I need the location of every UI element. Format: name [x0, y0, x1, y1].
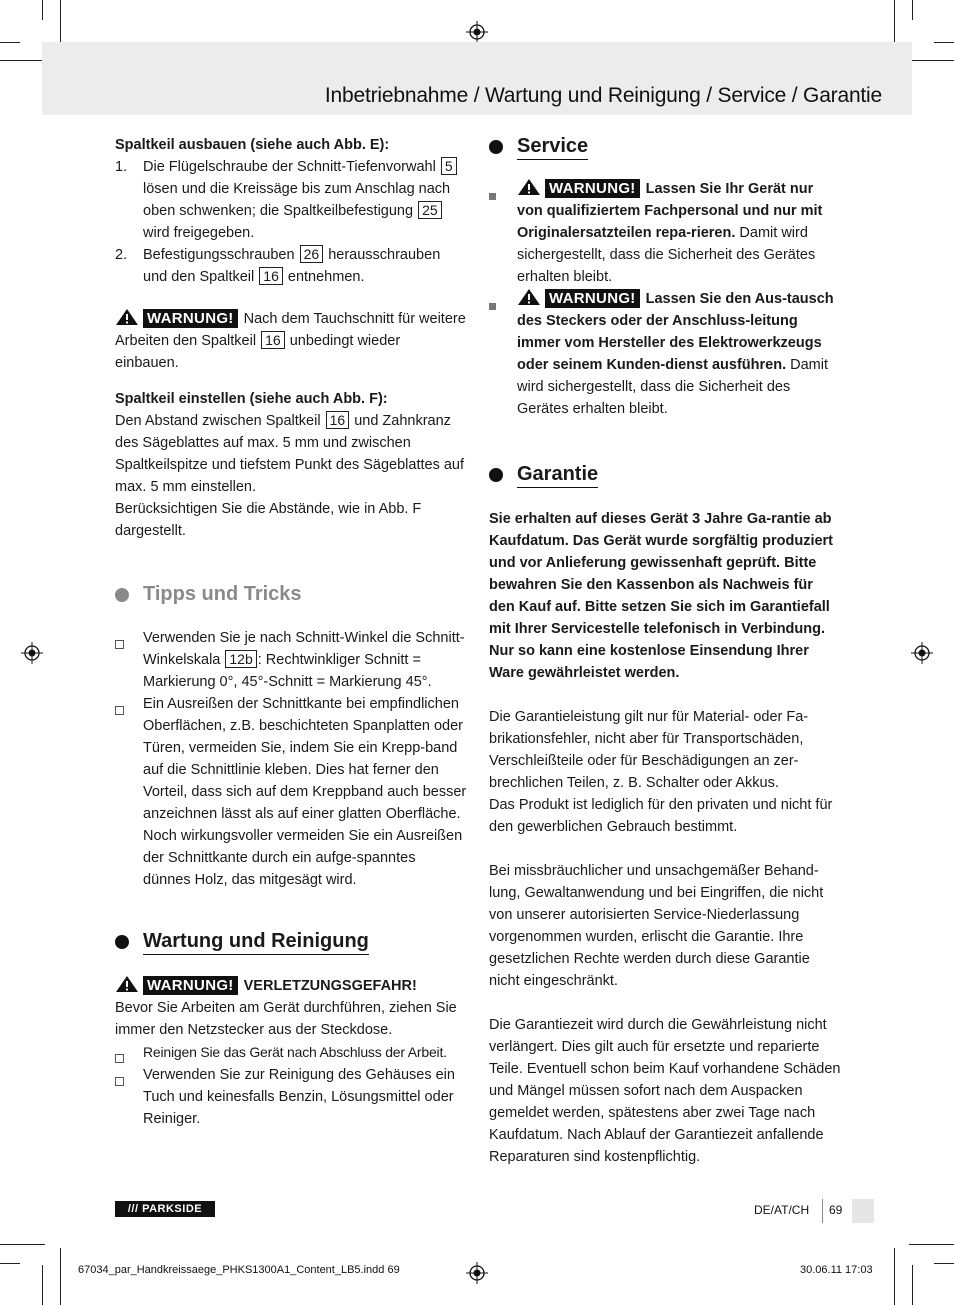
registration-mark-icon — [21, 642, 43, 664]
list-text: Damit wird sichergestellt, dass die Sicherheit des Gerätes erhalten bleibt. — [517, 225, 816, 285]
section-title: Wartung und Reinigung — [143, 929, 369, 955]
warning-triangle-icon — [115, 975, 139, 993]
part-reference: 5 — [441, 157, 457, 175]
warning-triangle-icon — [517, 288, 541, 306]
step-text: Die Flügelschraube der Schnitt-Tiefenvorwahl — [143, 159, 436, 175]
service-list — [489, 178, 841, 420]
left-column — [115, 134, 467, 1130]
step-number: 1. — [115, 159, 128, 175]
list-item — [115, 1064, 467, 1130]
paragraph: Bei missbräuchlicher und unsachgemäßer Behand-lung, Gewaltanwendung und bei Eingriffen, die nicht von unserer autorisierten Service-Niederlassung vorgenommen wurden, erlischt die Garantie. Ihre gesetzlichen Rechte werden durch diese Garantie nicht eingeschränkt. — [489, 863, 824, 989]
crop-mark — [912, 0, 913, 20]
wartung-section-heading — [115, 929, 467, 955]
garantie-section-heading — [489, 462, 841, 488]
paragraph-text: und Zahnkranz des Sägeblattes auf max. 5 mm und zwischen Spaltkeilspitze und tiefstem Punkt des Sägeblattes auf max. 5 mm einstellen. — [115, 413, 465, 495]
warning-text: Lassen Sie Ihr Gerät nur von qualifiziertem Fachpersonal und nur mit Originalersatzteilen repa-rieren. — [517, 181, 823, 241]
warning-paragraph — [115, 308, 467, 374]
crop-mark — [909, 60, 954, 61]
paragraph: Die Garantieleistung gilt nur für Material- oder Fa-brikationsfehler, nicht aber für Transportschäden, Verschleißteile oder für Beschädigungen an zer-brechlichen Teilen, z. B. Schalter oder Akkus. — [489, 709, 809, 791]
warning-paragraph — [115, 975, 467, 997]
crop-mark — [934, 1263, 954, 1264]
step-number: 2. — [115, 247, 128, 263]
warning-triangle-icon — [115, 308, 139, 326]
spaltkeil-einstellen-heading: Spaltkeil einstellen (siehe auch Abb. F): — [115, 391, 388, 407]
crop-mark — [912, 1265, 913, 1305]
part-reference: 26 — [300, 245, 324, 263]
page-title: Inbetriebnahme / Wartung und Reinigung / Service / Garantie — [324, 84, 882, 107]
step-text: wird freigegeben. — [143, 225, 255, 241]
list-item — [115, 693, 467, 891]
crop-mark — [60, 1248, 61, 1305]
footer-tab — [852, 1199, 874, 1223]
warning-text: unbedingt wieder einbauen. — [115, 333, 401, 371]
crop-mark — [0, 1244, 45, 1245]
service-section-heading — [489, 134, 841, 160]
paragraph: Bevor Sie Arbeiten am Gerät durchführen, ziehen Sie immer den Netzstecker aus der Steckdose. — [115, 1000, 457, 1038]
section-title: Tipps und Tricks — [143, 583, 302, 605]
crop-mark — [0, 42, 20, 43]
warning-label: WARNUNG! — [545, 289, 640, 308]
wartung-list — [115, 1041, 467, 1130]
paragraph-text: Den Abstand zwischen Spaltkeil — [115, 413, 321, 429]
warning-label: WARNUNG! — [143, 309, 238, 328]
warning-label: WARNUNG! — [143, 976, 238, 995]
list-item — [115, 156, 467, 244]
part-reference: 25 — [418, 201, 442, 219]
tipps-list — [115, 627, 467, 891]
warning-label: WARNUNG! — [545, 179, 640, 198]
crop-mark — [60, 0, 61, 45]
registration-mark-icon — [466, 1262, 488, 1284]
step-text: lösen und die Kreissäge bis zum Anschlag nach oben schwenken; die Spaltkeilbefestigung — [143, 181, 451, 219]
list-item — [489, 178, 841, 288]
list-item — [115, 1041, 467, 1064]
section-title: Garantie — [517, 462, 598, 488]
language-code: DE/AT/CH — [754, 1203, 810, 1217]
checkbox-square-icon — [115, 634, 124, 656]
part-reference: 16 — [259, 267, 283, 285]
list-text: Ein Ausreißen der Schnittkante bei empfindlichen Oberflächen, z.B. beschichteten Spanplatten oder Türen, vermeiden Sie, indem Sie ein Krepp-band auf die Schnittlinie kleben. Dies hat ferner den Vorteil, dass sich auf dem Kreppband auch besser anzeichnen lässt als auf einer glatten Oberfläche. Noch wirkungsvoller vermeiden Sie ein Ausreißen der Schnittkante durch ein aufge-spanntes dünnes Holz, das mitgesägt wird. — [143, 696, 467, 888]
print-slug-filename: 67034_par_Handkreissaege_PHKS1300A1_Content_LB5.indd 69 — [78, 1264, 400, 1276]
list-item — [115, 244, 467, 288]
paragraph: Das Produkt ist lediglich für den privaten und nicht für den gewerblichen Gebrauch bestimmt. — [489, 797, 833, 835]
paragraph — [115, 410, 467, 498]
list-text: Reinigen Sie das Gerät nach Abschluss der Arbeit. — [143, 1044, 447, 1060]
spaltkeil-ausbauen-steps — [115, 156, 467, 288]
bullet-dot-icon — [489, 140, 503, 154]
part-reference: 12b — [225, 650, 256, 668]
checkbox-square-icon — [115, 700, 124, 722]
crop-mark — [894, 0, 895, 45]
section-title: Service — [517, 134, 588, 160]
step-text: Befestigungsschrauben — [143, 247, 295, 263]
list-text: : Rechtwinkliger Schnitt = Markierung 0°, 45°-Schnitt = Markierung 45°. — [143, 652, 432, 690]
square-bullet-icon — [489, 185, 496, 207]
parkside-logo: /// PARKSIDE — [115, 1201, 215, 1217]
list-item — [115, 627, 467, 693]
warning-text: VERLETZUNGSGEFAHR! — [243, 978, 417, 994]
checkbox-square-icon — [115, 1071, 124, 1093]
list-item — [489, 288, 841, 420]
crop-mark — [909, 1244, 954, 1245]
part-reference: 16 — [326, 411, 350, 429]
step-text: entnehmen. — [287, 269, 365, 285]
footer-divider — [822, 1199, 823, 1223]
bullet-dot-icon — [115, 935, 129, 949]
crop-mark — [894, 1248, 895, 1305]
step-text: herausschrauben und den Spaltkeil — [143, 247, 441, 285]
tipps-section-heading — [115, 582, 467, 607]
part-reference: 16 — [261, 331, 285, 349]
crop-mark — [0, 60, 45, 61]
list-text: Verwenden Sie je nach Schnitt-Winkel die Schnitt-Winkelskala — [143, 630, 465, 668]
right-column — [489, 134, 841, 1168]
paragraph: Berücksichtigen Sie die Abstände, wie in Abb. F dargestellt. — [115, 501, 422, 539]
registration-mark-icon — [466, 21, 488, 43]
square-bullet-icon — [489, 295, 496, 317]
warning-triangle-icon — [517, 178, 541, 196]
warning-text: Lassen Sie den Aus-tausch des Steckers oder der Anschluss-leitung immer vom Hersteller des Elektrowerkzeugs oder seinem Kunden-dienst ausführen. — [517, 291, 834, 373]
page-number: 69 — [829, 1203, 843, 1217]
crop-mark — [42, 1265, 43, 1305]
registration-mark-icon — [911, 642, 933, 664]
garantie-bold-paragraph: Sie erhalten auf dieses Gerät 3 Jahre Ga-rantie ab Kaufdatum. Das Gerät wurde sorgfältig produziert und vor Anlieferung gewissenhaft geprüft. Bitte bewahren Sie den Kassenbon als Nachweis für den Kauf auf. Bitte setzen Sie sich im Garantiefall mit Ihrer Servicestelle telefonisch in Verbindung. Nur so kann eine kostenlose Einsendung Ihrer Ware gewährleistet werden. — [489, 511, 834, 681]
print-slug-date: 30.06.11 17:03 — [800, 1264, 873, 1276]
crop-mark — [42, 0, 43, 20]
spaltkeil-ausbauen-heading: Spaltkeil ausbauen (siehe auch Abb. E): — [115, 137, 390, 153]
crop-mark — [0, 1263, 20, 1264]
warning-text: Nach dem Tauchschnitt für weitere Arbeiten den Spaltkeil — [115, 311, 466, 349]
list-text: Verwenden Sie zur Reinigung des Gehäuses ein Tuch und keinesfalls Benzin, Lösungsmittel oder Reiniger. — [143, 1067, 455, 1127]
bullet-dot-icon — [115, 588, 129, 602]
list-text: Damit wird sichergestellt, dass die Sicherheit des Gerätes erhalten bleibt. — [517, 357, 828, 417]
paragraph: Die Garantiezeit wird durch die Gewährleistung nicht verlängert. Dies gilt auch für ersetzte und reparierte Teile. Eventuell schon beim Kauf vorhandene Schäden und Mängel müssen sofort nach dem Auspacken gemeldet werden, spätestens aber zwei Tage nach Kaufdatum. Nach Ablauf der Garantiezeit anfallende Reparaturen sind kostenpflichtig. — [489, 1017, 841, 1165]
bullet-dot-icon — [489, 468, 503, 482]
crop-mark — [934, 42, 954, 43]
